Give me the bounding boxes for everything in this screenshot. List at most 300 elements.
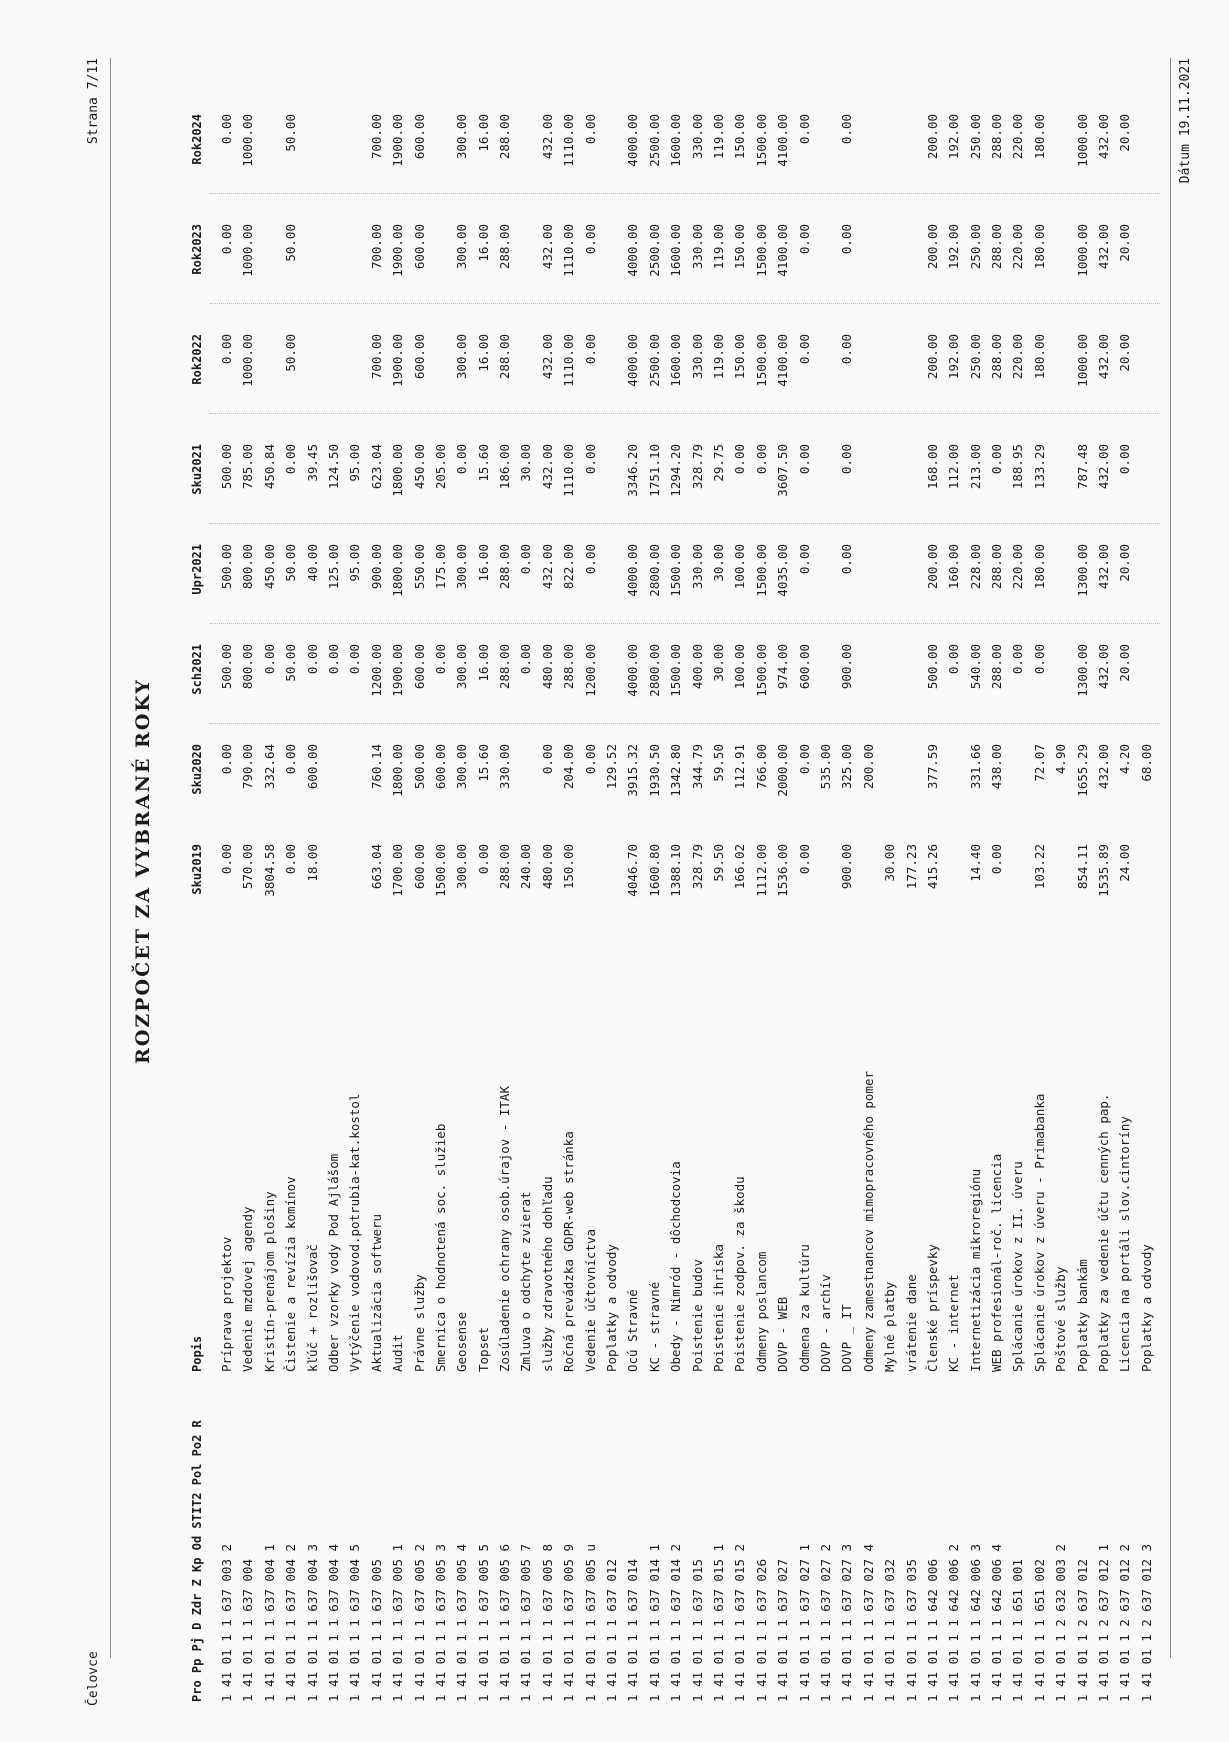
cell-popis: Odmena za kultúru (796, 1244, 812, 1372)
cell-sch2021: 600.00 (411, 644, 427, 690)
cell-sku2021: 0.00 (839, 444, 855, 475)
table-row (496, 62, 517, 1702)
table-row (967, 62, 988, 1702)
cell-rok2022: 1600.00 (668, 334, 684, 387)
bottom-divider (1170, 58, 1171, 1658)
table-row (389, 62, 410, 1702)
table-row (667, 62, 688, 1702)
cell-upr2021: 550.00 (411, 544, 427, 590)
cell-sch2021: 900.00 (839, 644, 855, 690)
cell-sku2020: 760.14 (368, 744, 384, 790)
cell-sku2021: 112.00 (946, 444, 962, 490)
cell-sku2019: 14.40 (967, 844, 983, 882)
cell-rok2023: 50.00 (283, 224, 299, 262)
cell-sku2021: 186.00 (497, 444, 513, 490)
cell-sch2021: 50.00 (283, 644, 299, 682)
cell-rok2022: 1000.00 (1074, 334, 1090, 387)
cell-code: 1 41 01 1 1 637 005 6 (497, 1543, 513, 1702)
cell-sku2019: 3804.58 (261, 844, 277, 897)
cell-upr2021: 40.00 (304, 544, 320, 582)
table-row (774, 62, 795, 1702)
cell-sch2021: 800.00 (240, 644, 256, 690)
cell-sku2020: 0.00 (582, 744, 598, 775)
table-row (881, 62, 902, 1702)
cell-rok2023: 0.00 (582, 224, 598, 255)
cell-upr2021: 432.00 (1096, 544, 1112, 590)
table-row (453, 62, 474, 1702)
cell-sku2020: 790.00 (240, 744, 256, 790)
cell-rok2024: 0.00 (839, 114, 855, 145)
cell-sch2021: 20.00 (1117, 644, 1133, 682)
cell-sch2021: 1200.00 (368, 644, 384, 697)
cell-sku2020: 72.07 (1031, 744, 1047, 782)
cell-code: 1 41 01 1 1 637 004 4 (325, 1543, 341, 1702)
cell-upr2021: 160.00 (946, 544, 962, 590)
cell-code: 1 41 01 1 1 637 003 2 (219, 1543, 234, 1702)
cell-sku2021: 450.00 (411, 444, 427, 490)
cell-sch2021: 0.00 (432, 644, 448, 675)
cell-rok2022: 150.00 (732, 334, 748, 380)
cell-rok2023: 700.00 (368, 224, 384, 270)
cell-code: 1 41 01 1 1 637 014 (625, 1559, 641, 1702)
cell-popis: kľúč + rozlišovač (304, 1244, 320, 1372)
cell-popis: Poplatky a odvody (604, 1244, 620, 1372)
table-row (304, 62, 325, 1702)
cell-rok2023: 1500.00 (753, 224, 769, 277)
cell-rok2022: 0.00 (839, 334, 855, 365)
cell-sku2019: 150.00 (561, 844, 577, 890)
cell-sku2021: 30.00 (518, 444, 534, 482)
top-divider (110, 58, 111, 1658)
cell-code: 1 41 01 1 1 637 026 (753, 1559, 769, 1702)
cell-upr2021: 4035.00 (775, 544, 791, 597)
cell-rok2024: 432.00 (539, 114, 555, 160)
cell-sku2021: 0.00 (283, 444, 299, 475)
cell-rok2023: 300.00 (454, 224, 470, 270)
cell-sch2021: 500.00 (924, 644, 940, 690)
cell-sch2021: 0.00 (1010, 644, 1026, 675)
cell-sku2019: 328.79 (689, 844, 705, 890)
cell-sku2019: 600.00 (411, 844, 427, 890)
cell-popis: Zmluva o odchyte zvierat (518, 1191, 534, 1372)
cell-rok2024: 288.00 (497, 114, 513, 160)
cell-sku2021: 39.45 (304, 444, 320, 482)
cell-popis: Odmeny zamestnancov mimopracovného pomer (860, 1070, 876, 1372)
table-row (475, 62, 496, 1702)
table-row (517, 62, 538, 1702)
cell-code: 1 41 01 1 1 637 015 2 (732, 1543, 748, 1702)
table-row (325, 62, 346, 1702)
cell-sch2021: 0.00 (518, 644, 534, 675)
col-codes: Pro Pp Pj D Zdr Z Kp Od STIT2 Pol Po2 R (190, 1420, 204, 1702)
cell-sku2020: 377.59 (924, 744, 940, 790)
cell-rok2022: 1110.00 (561, 334, 577, 387)
cell-sku2021: 328.79 (689, 444, 705, 490)
cell-sku2020: 438.00 (989, 744, 1005, 790)
cell-sku2020: 300.00 (454, 744, 470, 790)
cell-sku2021: 1800.00 (390, 444, 406, 497)
cell-sch2021: 600.00 (796, 644, 812, 690)
col-sku2019: Sku2019 (190, 844, 204, 895)
cell-sku2020: 68.00 (1138, 744, 1154, 782)
cell-rok2023: 288.00 (989, 224, 1005, 270)
cell-code: 1 41 01 1 1 637 014 1 (646, 1543, 662, 1702)
cell-rok2023: 119.00 (710, 224, 726, 270)
cell-popis: Geosense (454, 1311, 470, 1372)
cell-sku2019: 663.04 (368, 844, 384, 890)
cell-popis: Poplatky a odvody (1138, 1244, 1154, 1372)
table-row (239, 62, 260, 1702)
cell-sku2020: 0.00 (539, 744, 555, 775)
cell-upr2021: 288.00 (989, 544, 1005, 590)
cell-code: 1 41 01 1 1 637 032 (882, 1559, 898, 1702)
cell-popis: Vedenie účtovníctva (582, 1229, 598, 1372)
cell-popis: Odmeny poslancom (753, 1251, 769, 1372)
cell-sku2020: 330.00 (497, 744, 513, 790)
cell-sku2019: 1112.00 (753, 844, 769, 897)
cell-rok2023: 1600.00 (668, 224, 684, 277)
cell-sku2020: 59.50 (710, 744, 726, 782)
cell-code: 1 41 01 1 1 651 002 (1031, 1559, 1047, 1702)
cell-rok2024: 250.00 (967, 114, 983, 160)
cell-code: 1 41 01 1 1 637 015 (689, 1559, 705, 1702)
cell-rok2023: 20.00 (1117, 224, 1133, 262)
table-row (1031, 62, 1052, 1702)
cell-sch2021: 288.00 (561, 644, 577, 690)
cell-popis: Vedenie mzdovej agendy (240, 1206, 256, 1372)
cell-rok2022: 220.00 (1010, 334, 1026, 380)
cell-sku2020: 204.00 (561, 744, 577, 790)
cell-sku2019: 570.00 (240, 844, 256, 890)
cell-sch2021: 100.00 (732, 644, 748, 690)
cell-upr2021: 200.00 (924, 544, 940, 590)
cell-rok2022: 200.00 (924, 334, 940, 380)
cell-rok2023: 1900.00 (390, 224, 406, 277)
table-row (1095, 62, 1116, 1702)
table-row (817, 62, 838, 1702)
cell-popis: Vytýčenie vodovod.potrubia-kat.kostol (347, 1093, 363, 1372)
cell-sku2020: 331.66 (967, 744, 983, 790)
cell-sku2020: 112.91 (732, 744, 748, 790)
cell-rok2023: 330.00 (689, 224, 705, 270)
cell-upr2021: 95.00 (347, 544, 363, 582)
cell-popis: Členské príspevky (924, 1244, 940, 1372)
cell-code: 1 41 01 1 1 637 005 7 (518, 1543, 534, 1702)
cell-code: 1 41 01 1 1 637 005 1 (390, 1543, 406, 1702)
cell-sku2019: 4046.70 (625, 844, 641, 897)
cell-popis: Aktualizácia softweru (368, 1213, 384, 1372)
cell-sku2019: 1536.00 (775, 844, 791, 897)
cell-sku2019: 177.23 (903, 844, 919, 890)
cell-upr2021: 228.00 (967, 544, 983, 590)
cell-sku2020: 1342.80 (668, 744, 684, 797)
cell-code: 1 41 01 1 1 637 014 2 (668, 1543, 684, 1702)
cell-rok2023: 180.00 (1031, 224, 1047, 270)
cell-popis: Mylné platby (882, 1281, 898, 1372)
cell-rok2022: 0.00 (219, 334, 234, 365)
cell-rok2024: 288.00 (989, 114, 1005, 160)
cell-rok2024: 0.00 (796, 114, 812, 145)
cell-rok2023: 192.00 (946, 224, 962, 270)
cell-sku2021: 1110.00 (561, 444, 577, 497)
cell-sku2020: 500.00 (411, 744, 427, 790)
cell-sch2021: 0.00 (347, 644, 363, 675)
cell-upr2021: 4000.00 (625, 544, 641, 597)
cell-sku2019: 0.00 (796, 844, 812, 875)
cell-sku2021: 1751.10 (646, 444, 662, 497)
cell-code: 1 41 01 1 1 637 004 (240, 1559, 256, 1702)
cell-code: 1 41 01 1 1 637 004 3 (304, 1543, 320, 1702)
col-sku2020: Sku2020 (190, 744, 204, 795)
page-title: ROZPOČET ZA VYBRANÉ ROKY (132, 678, 154, 1064)
table-row (753, 62, 774, 1702)
cell-code: 1 41 01 1 1 642 006 2 (946, 1543, 962, 1702)
cell-upr2021: 16.00 (475, 544, 491, 582)
cell-rok2023: 0.00 (839, 224, 855, 255)
cell-upr2021: 432.00 (539, 544, 555, 590)
cell-popis: Poistenie zodpov. za škodu (732, 1176, 748, 1372)
cell-sku2020: 1800.00 (390, 744, 406, 797)
cell-sku2020: 0.00 (283, 744, 299, 775)
cell-sch2021: 0.00 (1031, 644, 1047, 675)
cell-sch2021: 4000.00 (625, 644, 641, 697)
cell-sch2021: 1500.00 (753, 644, 769, 697)
cell-code: 1 41 01 1 1 637 004 5 (347, 1543, 363, 1702)
cell-rok2024: 119.00 (710, 114, 726, 160)
cell-rok2024: 300.00 (454, 114, 470, 160)
place-name: Čelovce (86, 1651, 101, 1706)
cell-sku2019: 1535.89 (1096, 844, 1112, 897)
cell-code: 1 41 01 1 1 637 027 3 (839, 1543, 855, 1702)
budget-table (218, 62, 1159, 1702)
cell-popis: služby zdravotného dohľadu (539, 1176, 555, 1372)
cell-upr2021: 0.00 (582, 544, 598, 575)
cell-code: 1 41 01 1 1 637 005 (368, 1559, 384, 1702)
cell-popis: Príprava projektov (219, 1236, 234, 1372)
cell-code: 1 41 01 1 2 637 012 2 (1117, 1543, 1133, 1702)
cell-upr2021: 300.00 (454, 544, 470, 590)
cell-rok2024: 220.00 (1010, 114, 1026, 160)
cell-sku2019: 900.00 (839, 844, 855, 890)
table-row (346, 62, 367, 1702)
cell-sku2021: 124.50 (325, 444, 341, 490)
table-row (860, 62, 881, 1702)
cell-sku2019: 415.26 (924, 844, 940, 890)
table-row (624, 62, 645, 1702)
cell-sku2021: 0.00 (454, 444, 470, 475)
cell-upr2021: 288.00 (497, 544, 513, 590)
cell-sku2020: 332.64 (261, 744, 277, 790)
cell-upr2021: 0.00 (518, 544, 534, 575)
cell-upr2021: 450.00 (261, 544, 277, 590)
cell-popis: Splácanie úrokov z II. úveru (1010, 1161, 1026, 1372)
cell-sku2021: 432.00 (539, 444, 555, 490)
cell-rok2022: 330.00 (689, 334, 705, 380)
cell-rok2023: 1000.00 (240, 224, 256, 277)
cell-sku2021: 0.00 (1117, 444, 1133, 475)
cell-upr2021: 900.00 (368, 544, 384, 590)
cell-sch2021: 30.00 (710, 644, 726, 682)
table-row (945, 62, 966, 1702)
cell-code: 1 41 01 1 2 637 012 1 (1096, 1543, 1112, 1702)
table-row (261, 62, 282, 1702)
cell-upr2021: 1800.00 (390, 544, 406, 597)
cell-sku2020: 4.20 (1117, 744, 1133, 775)
cell-rok2023: 0.00 (796, 224, 812, 255)
cell-code: 1 41 01 1 1 642 006 3 (967, 1543, 983, 1702)
cell-sch2021: 0.00 (304, 644, 320, 675)
cell-popis: Topset (475, 1326, 491, 1372)
cell-sch2021: 2800.00 (646, 644, 662, 697)
cell-code: 1 41 01 1 1 637 027 2 (817, 1543, 833, 1702)
print-date: Dátum 19.11.2021 (1178, 58, 1193, 184)
cell-code: 1 41 01 1 1 637 015 1 (710, 1543, 726, 1702)
cell-sku2021: 500.00 (219, 444, 234, 490)
cell-rok2023: 1110.00 (561, 224, 577, 277)
cell-upr2021: 1500.00 (668, 544, 684, 597)
col-sch2021: Sch2021 (190, 644, 204, 695)
cell-sku2020: 15.60 (475, 744, 491, 782)
cell-rok2024: 180.00 (1031, 114, 1047, 160)
table-row (988, 62, 1009, 1702)
cell-sku2021: 29.75 (710, 444, 726, 482)
cell-sku2020: 200.00 (860, 744, 876, 790)
cell-code: 1 41 01 1 1 642 006 (924, 1559, 940, 1702)
cell-rok2022: 288.00 (497, 334, 513, 380)
col-sku2021: Sku2021 (190, 444, 204, 495)
cell-rok2023: 0.00 (219, 224, 234, 255)
cell-rok2024: 1600.00 (668, 114, 684, 167)
cell-code: 1 41 01 1 1 637 027 4 (860, 1543, 876, 1702)
cell-code: 1 41 01 1 1 637 012 (604, 1559, 620, 1702)
cell-sku2021: 133.29 (1031, 444, 1047, 490)
cell-popis: vrátenie dane (903, 1274, 919, 1372)
table-row (560, 62, 581, 1702)
cell-rok2023: 1000.00 (1074, 224, 1090, 277)
cell-popis: Poistenie ihriska (710, 1244, 726, 1372)
cell-rok2023: 200.00 (924, 224, 940, 270)
cell-upr2021: 50.00 (283, 544, 299, 582)
cell-sku2020: 344.79 (689, 744, 705, 790)
table-row (689, 62, 710, 1702)
cell-rok2022: 300.00 (454, 334, 470, 380)
cell-popis: Obedy - Nimród - dôchodcovia (668, 1161, 684, 1372)
cell-code: 1 41 01 1 1 642 006 4 (989, 1543, 1005, 1702)
cell-rok2024: 432.00 (1096, 114, 1112, 160)
cell-sku2021: 15.60 (475, 444, 491, 482)
table-row (903, 62, 924, 1702)
cell-sch2021: 974.00 (775, 644, 791, 690)
cell-sku2020: 600.00 (432, 744, 448, 790)
cell-sku2019: 166.02 (732, 844, 748, 890)
cell-sku2021: 168.00 (924, 444, 940, 490)
cell-rok2024: 1500.00 (753, 114, 769, 167)
cell-sku2020: 1655.29 (1074, 744, 1090, 797)
cell-sku2021: 205.00 (432, 444, 448, 490)
cell-upr2021: 1300.00 (1074, 544, 1090, 597)
cell-rok2023: 250.00 (967, 224, 983, 270)
cell-rok2023: 16.00 (475, 224, 491, 262)
cell-rok2024: 20.00 (1117, 114, 1133, 152)
cell-upr2021: 175.00 (432, 544, 448, 590)
cell-sku2019: 1500.00 (432, 844, 448, 897)
cell-upr2021: 330.00 (689, 544, 705, 590)
col-rok2022: Rok2022 (190, 334, 204, 385)
cell-sch2021: 300.00 (454, 644, 470, 690)
cell-code: 1 41 01 1 2 632 003 2 (1053, 1543, 1069, 1702)
cell-sku2020: 325.00 (839, 744, 855, 790)
cell-popis: DOVP - WEB (775, 1296, 791, 1372)
cell-popis: Čistenie a revízia komínov (283, 1176, 299, 1372)
cell-sku2019: 1700.00 (390, 844, 406, 897)
cell-popis: KC - stravné (646, 1281, 662, 1372)
cell-popis: Ocú Stravné (625, 1289, 641, 1372)
cell-rok2022: 432.00 (1096, 334, 1112, 380)
cell-sku2020: 766.00 (753, 744, 769, 790)
cell-rok2022: 700.00 (368, 334, 384, 380)
table-row (1074, 62, 1095, 1702)
cell-rok2023: 432.00 (539, 224, 555, 270)
cell-sku2021: 623.04 (368, 444, 384, 490)
table-row (1052, 62, 1073, 1702)
cell-rok2022: 1900.00 (390, 334, 406, 387)
cell-rok2022: 1500.00 (753, 334, 769, 387)
cell-rok2022: 288.00 (989, 334, 1005, 380)
cell-sku2021: 787.48 (1074, 444, 1090, 490)
table-row (924, 62, 945, 1702)
col-rok2023: Rok2023 (190, 224, 204, 275)
cell-rok2022: 119.00 (710, 334, 726, 380)
cell-code: 1 41 01 1 1 637 005 8 (539, 1543, 555, 1702)
cell-popis: KC - internet (946, 1274, 962, 1372)
cell-rok2024: 700.00 (368, 114, 384, 160)
cell-popis: Ročná prevádzka GDPR-web stránka (561, 1131, 577, 1372)
cell-upr2021: 0.00 (839, 544, 855, 575)
cell-popis: DOVP _ IT (839, 1304, 855, 1372)
cell-code: 1 41 01 1 1 637 004 1 (261, 1543, 277, 1702)
cell-sku2021: 3607.50 (775, 444, 791, 497)
cell-rok2023: 220.00 (1010, 224, 1026, 270)
cell-rok2024: 1900.00 (390, 114, 406, 167)
cell-sku2019: 0.00 (475, 844, 491, 875)
cell-rok2022: 0.00 (796, 334, 812, 365)
cell-rok2024: 16.00 (475, 114, 491, 152)
cell-upr2021: 30.00 (710, 544, 726, 582)
cell-sch2021: 540.00 (967, 644, 983, 690)
cell-sch2021: 0.00 (261, 644, 277, 675)
page-number: Strana 7/11 (86, 58, 101, 145)
cell-sku2020: 0.00 (796, 744, 812, 775)
cell-rok2022: 4100.00 (775, 334, 791, 387)
cell-rok2024: 4000.00 (625, 114, 641, 167)
cell-code: 1 41 01 1 1 637 005 9 (561, 1543, 577, 1702)
cell-code: 1 41 01 1 1 637 005 u (582, 1543, 598, 1702)
table-row (368, 62, 389, 1702)
cell-rok2022: 20.00 (1117, 334, 1133, 372)
cell-rok2022: 432.00 (539, 334, 555, 380)
cell-sku2019: 854.11 (1074, 844, 1090, 890)
cell-rok2024: 600.00 (411, 114, 427, 160)
cell-rok2022: 600.00 (411, 334, 427, 380)
table-row (1116, 62, 1137, 1702)
cell-code: 1 41 01 1 1 637 004 2 (283, 1543, 299, 1702)
cell-sku2019: 1388.10 (668, 844, 684, 897)
cell-rok2024: 200.00 (924, 114, 940, 160)
cell-code: 1 41 01 1 1 637 027 (775, 1559, 791, 1702)
cell-upr2021: 0.00 (796, 544, 812, 575)
cell-sku2020: 4.90 (1053, 744, 1069, 775)
cell-sch2021: 1500.00 (668, 644, 684, 697)
